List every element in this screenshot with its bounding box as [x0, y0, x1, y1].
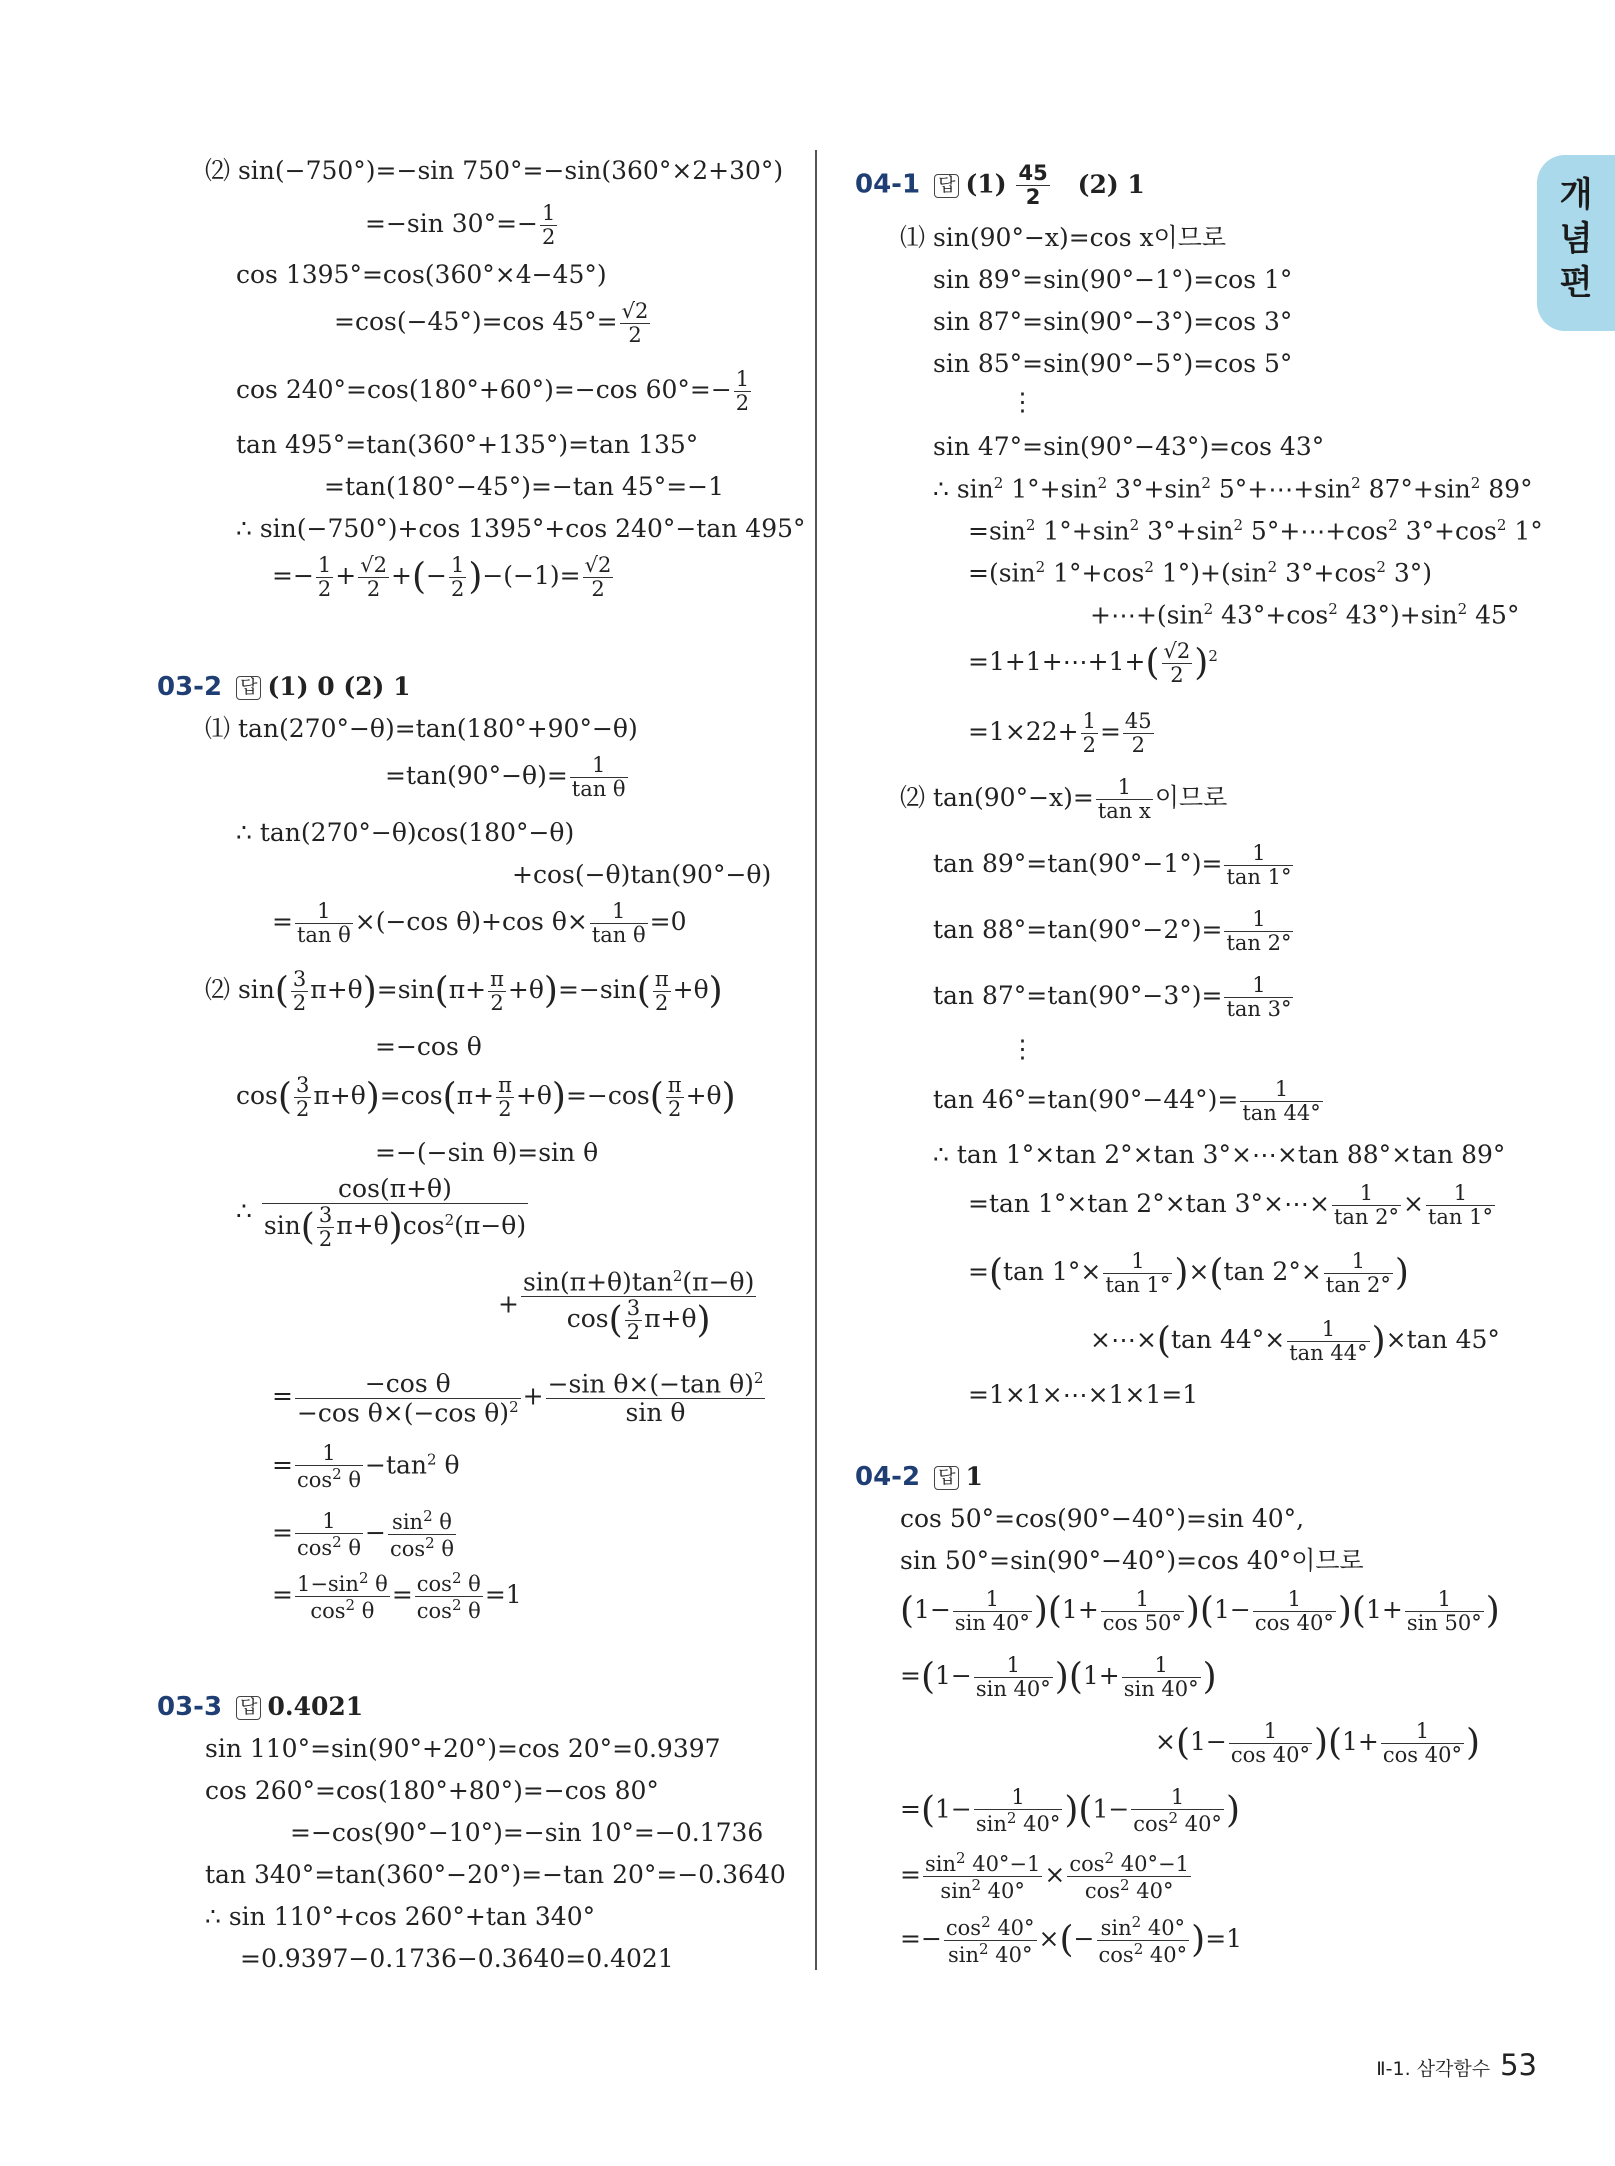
solution-line: $+\cdots+(\sin^2$ $43^\circ+\cos^2$ $43^\circ)+\sin^2$ 45°	[1090, 600, 1520, 630]
solution-line: cos 50°=cos(90°−40°)=sin 40°,	[900, 1504, 1305, 1533]
answer-header-04-1	[855, 162, 1145, 209]
solution-line: =tan(90°−θ)= $\frac{1}{\text{tan θ}}$	[385, 753, 626, 802]
solution-line: (1− $\frac{1}{\sin 40^\circ}$ )(1+ $\frac{1}{\cos 50^\circ}$ )(1− $\frac{1}{\cos 40^\circ}$ )(1+ $\frac{1}{\sin 50^\circ}$ )	[900, 1587, 1500, 1636]
solution-line: cos 240°=cos(180°+60°)=−cos 60°=− $\frac{1}{2}$	[236, 367, 750, 416]
solution-line: ⑵ sin(−750°)=−sin 750°=−sin(360°×2+30°)	[205, 156, 784, 185]
solution-line: +cos(−θ)tan(90°−θ)	[512, 860, 772, 889]
solution-line: ∴ tan 1°×tan 2°×tan 3°×⋯×tan 88°×tan 89°	[933, 1140, 1506, 1169]
solution-line: $=\sin^2$ $1^\circ+\sin^2$ $3^\circ+\sin^2$ $5^\circ+\cdots+\cos^2$ $3^\circ+\cos^2$ 1°	[968, 516, 1543, 546]
solution-line: =−sin 30°=− $\frac{1}{2}$	[365, 201, 556, 250]
solution-line: sin 85°=sin(90°−5°)=cos 5°	[933, 349, 1293, 378]
answer-suffix: (2) 1	[1077, 169, 1145, 199]
solution-line: sin 47°=sin(90°−43°)=cos 43°	[933, 432, 1325, 461]
solution-line: =(tan 1°× $\frac{1}{\tan 1^\circ}$ )×(tan 2°× $\frac{1}{\tan 2^\circ}$ )	[968, 1249, 1409, 1298]
answer-numerator: 45	[1018, 161, 1048, 185]
solution-line: =−cos θ	[375, 1032, 482, 1061]
solution-line: =1×22+ $\frac{1}{2}$ = $\frac{45}{2}$	[968, 709, 1152, 758]
solution-line: ⋮	[1010, 387, 1035, 416]
answer-mark: 답	[236, 676, 261, 700]
solution-line: sin 50°=sin(90°−40°)=cos 40°이므로	[900, 1546, 1364, 1575]
problem-number: 04-1	[855, 169, 921, 200]
solution-line: tan 46°=tan(90°−44°)= $\frac{1}{\tan 44^\circ}$	[933, 1077, 1321, 1126]
answer-value: 1	[965, 1462, 983, 1491]
problem-number: 03-2	[157, 672, 223, 702]
answer-header-04-2	[855, 1464, 983, 1490]
page-number: 53	[1500, 2048, 1537, 2082]
solution-line: $=(\sin^2$ $1^\circ+\cos^2$ $1^\circ)+(\sin^2$ $3^\circ+\cos^2$ 3°)	[968, 558, 1433, 588]
solution-line: =(1− $\frac{1}{\sin^2 40^\circ}$ )(1− $\frac{1}{\cos^2 40^\circ}$ )	[900, 1785, 1240, 1837]
solution-line: =1×1×⋯×1×1=1	[968, 1380, 1199, 1409]
solution-line: + $\sin(\pi+\theta)\tan^2(\pi-\theta)$ cos( $\frac{3}{2}$ π+θ)	[498, 1267, 755, 1344]
solution-line: ×⋯×(tan 44°× $\frac{1}{\tan 44^\circ}$ )×tan 45°	[1090, 1317, 1500, 1366]
solution-line: ⑴ sin(90°−x)=cos x이므로	[900, 223, 1227, 252]
solution-line: =− $\frac{1}{2}$ + $\frac{√2}{2}$ +(− $\frac{1}{2}$ )−(−1)= $\frac{√2}{2}$	[272, 553, 612, 602]
solution-line: =−cos(90°−10°)=−sin 10°=−0.1736	[290, 1818, 764, 1847]
solution-line: ∴ tan(270°−θ)cos(180°−θ)	[236, 818, 575, 847]
answer-prefix: (1)	[965, 169, 1007, 199]
solution-line: sin 89°=sin(90°−1°)=cos 1°	[933, 265, 1293, 294]
solution-line: =tan 1°×tan 2°×tan 3°×⋯× $\frac{1}{\tan 2^\circ}$ × $\frac{1}{\tan 1^\circ}$	[968, 1181, 1493, 1230]
solution-line: tan 495°=tan(360°+135°)=tan 135°	[236, 430, 699, 459]
answer-mark: 답	[236, 1696, 261, 1720]
solution-line: =cos(−45°)=cos 45°= $\frac{√2}{2}$	[334, 299, 649, 348]
solution-line: = $\frac{\text{−cos θ}}{-\cos \theta\times(-\cos \theta)^2}$ + $\frac{-\sin \theta\times(-\tan \theta)^2}{\text{sin θ}}$	[272, 1369, 764, 1427]
answer-mark: 답	[934, 1466, 959, 1490]
solution-line: tan 87°=tan(90°−3°)= $\frac{1}{\tan 3^\circ}$	[933, 973, 1292, 1022]
answer-header-03-3	[157, 1694, 363, 1720]
solution-line: ⋮	[1010, 1034, 1035, 1063]
column-divider	[815, 150, 817, 1970]
problem-number: 04-2	[855, 1462, 921, 1492]
solution-line: ⑴ tan(270°−θ)=tan(180°+90°−θ)	[205, 714, 638, 743]
solution-line: =0.9397−0.1736−0.3640=0.4021	[240, 1944, 674, 1973]
solution-line: ∴ cos(π+θ) sin( $\frac{3}{2}$ $\pi+\theta)\cos^2(\pi-\theta)$	[236, 1174, 527, 1251]
solution-line: tan 88°=tan(90°−2°)= $\frac{1}{\tan 2^\circ}$	[933, 907, 1292, 956]
answer-value: (1) 0 (2) 1	[267, 672, 411, 701]
solution-line: = $\frac{1}{\text{tan θ}}$ ×(−cos θ)+cos θ× $\frac{1}{\text{tan θ}}$ =0	[272, 899, 687, 948]
section-tab-label: 개념편	[1559, 175, 1593, 303]
solution-line: tan 340°=tan(360°−20°)=−tan 20°=−0.3640	[205, 1860, 786, 1889]
solution-line: sin 110°=sin(90°+20°)=cos 20°=0.9397	[205, 1734, 721, 1763]
solution-line: =−(−sin θ)=sin θ	[375, 1138, 599, 1167]
page-footer	[1376, 2048, 1537, 2082]
solution-line: = $\frac{1-\sin^2 \theta}{\cos^2 \theta}$ = $\frac{\cos^2 \theta}{\cos^2 \theta}$ =1	[272, 1569, 522, 1624]
answer-value: 0.4021	[267, 1692, 364, 1721]
solution-line: cos 1395°=cos(360°×4−45°)	[236, 260, 607, 289]
solution-line: =1+1+⋯+1+( $\frac{√2}{2}$ )$^2$	[968, 639, 1218, 688]
solution-line: =(1− $\frac{1}{\sin 40^\circ}$ )(1+ $\frac{1}{\sin 40^\circ}$ )	[900, 1653, 1217, 1702]
solution-line: cos( $\frac{3}{2}$ π+θ)=cos(π+ $\frac{\pi}{2}$ +θ)=−cos( $\frac{\pi}{2}$ +θ)	[236, 1073, 736, 1122]
answer-mark: 답	[934, 174, 959, 198]
answer-denominator: 2	[1025, 185, 1041, 210]
problem-number: 03-3	[157, 1692, 223, 1722]
solution-line: = $\frac{1}{\cos^2 \theta}$ − $\frac{\sin^2 \theta}{\cos^2 \theta}$	[272, 1507, 455, 1562]
solution-line: ⑵ tan(90°−x)= $\frac{1}{\text{tan x}}$ 이므로	[900, 775, 1228, 824]
solution-line: ∴ sin 110°+cos 260°+tan 340°	[205, 1902, 596, 1931]
solution-line: ∴ $\sin^2 1^\circ+\sin^2$ $3^\circ+\sin^2$ $5^\circ+\cdots+\sin^2$ $87^\circ+\sin^2$ 89°	[933, 474, 1533, 504]
solution-line: tan 89°=tan(90°−1°)= $\frac{1}{\tan 1^\circ}$	[933, 841, 1292, 890]
solution-line: =− $\frac{\cos^2 40^\circ}{\sin^2 40^\circ}$ ×(− $\frac{\sin^2 40^\circ}{\cos^2 40^\circ}$ )=1	[900, 1913, 1243, 1968]
solution-line: cos 260°=cos(180°+80°)=−cos 80°	[205, 1776, 659, 1805]
solution-line: ⑵ sin( $\frac{3}{2}$ π+θ)=sin(π+ $\frac{\pi}{2}$ +θ)=−sin( $\frac{\pi}{2}$ +θ)	[205, 967, 723, 1016]
solution-line: = $\frac{1}{\cos^2 \theta}$ $-\tan^2$ θ	[272, 1441, 460, 1493]
solution-line: =tan(180°−45°)=−tan 45°=−1	[324, 472, 724, 501]
solution-line: sin 87°=sin(90°−3°)=cos 3°	[933, 307, 1293, 336]
solution-line: ∴ sin(−750°)+cos 1395°+cos 240°−tan 495°	[236, 514, 806, 543]
section-tab	[1537, 155, 1615, 331]
chapter-label: Ⅱ-1. 삼각함수	[1376, 2058, 1491, 2080]
answer-header-03-2	[157, 674, 410, 700]
solution-line: ×(1− $\frac{1}{\cos 40^\circ}$ )(1+ $\frac{1}{\cos 40^\circ}$ )	[1155, 1719, 1481, 1768]
solution-line: = $\frac{\sin^2 40^\circ-1}{\sin^2 40^\circ}$ × $\frac{\cos^2 40^\circ-1}{\cos^2 40^\circ}$	[900, 1849, 1189, 1904]
